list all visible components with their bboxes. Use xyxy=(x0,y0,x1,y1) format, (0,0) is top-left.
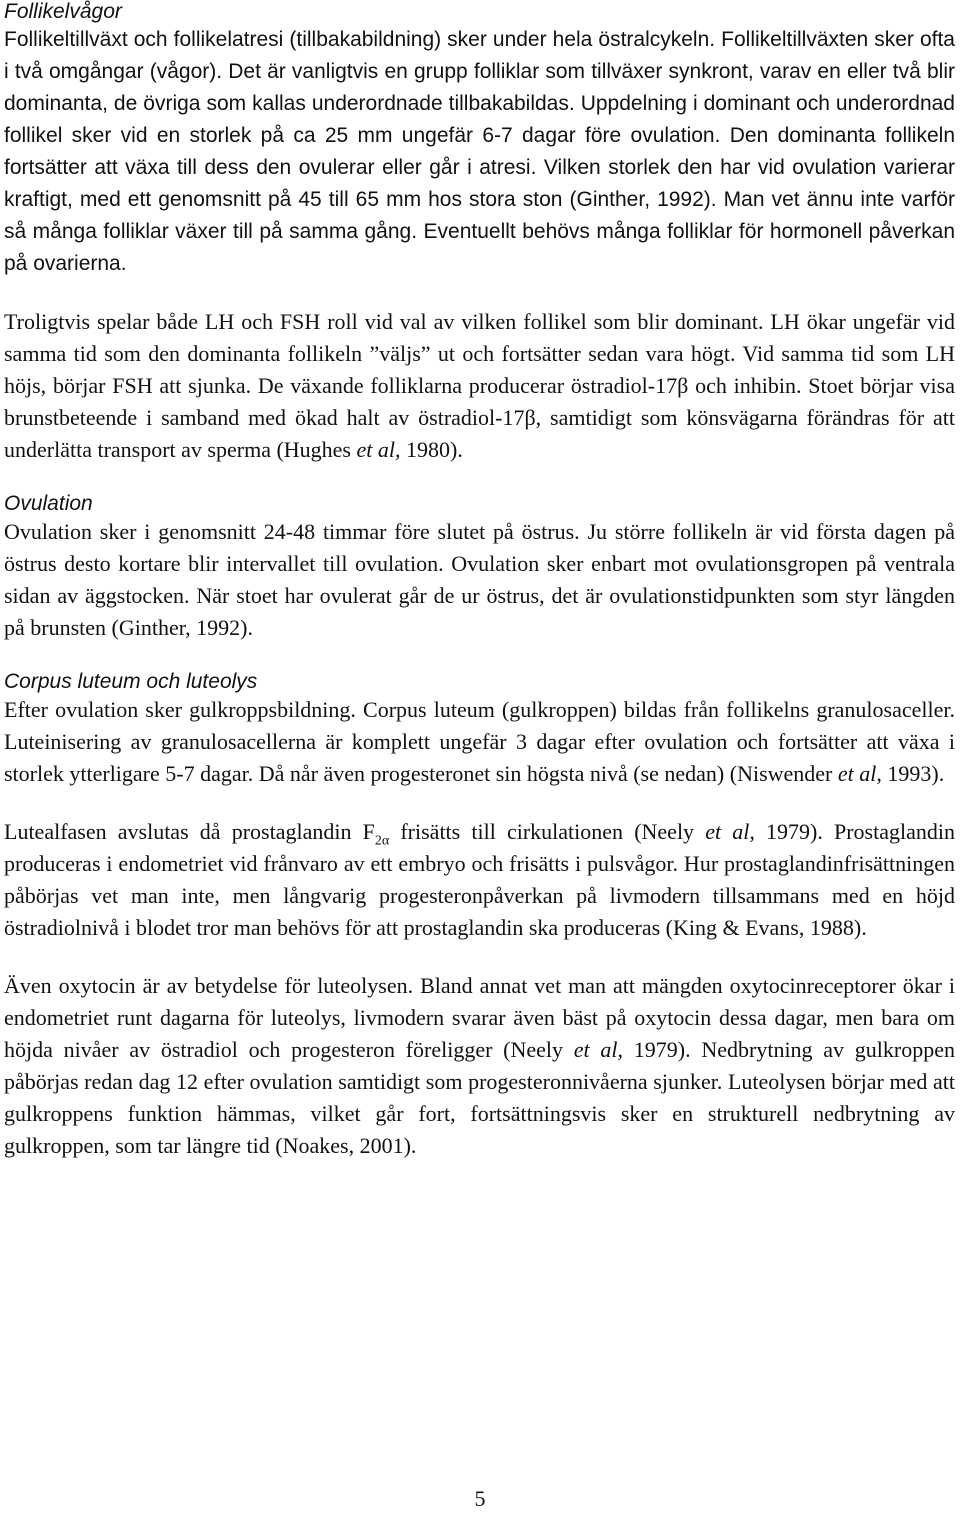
text-run: frisätts till cirkulationen (Neely xyxy=(389,819,706,844)
paragraph xyxy=(4,816,955,944)
text-run: 1980). xyxy=(400,437,463,462)
section-heading: Ovulation xyxy=(4,492,93,515)
paragraph: Ovulation sker i genomsnitt 24-48 timmar före slutet på östrus. Ju större follikeln är vid första dagen på östrus desto kortare blir intervallet till ovulation. Ovulation sker enbart mot ovulationsgropen på ventrala sidan av äggstocken. När stoet har ovulerat går de ur östrus, det är ovulationstidpunkten som styr längden på brunsten (Ginther, 1992). xyxy=(4,519,955,640)
text-run-italic: et al, xyxy=(356,437,401,462)
section-follikelvagor xyxy=(4,0,955,466)
document-page xyxy=(4,0,955,1162)
text-run: Lutealfasen avslutas då prostaglandin F xyxy=(4,819,375,844)
text-run-italic: et al xyxy=(837,761,877,786)
text-run: , 1993). xyxy=(876,761,945,786)
paragraph: Follikeltillväxt och follikelatresi (tillbakabildning) sker under hela östralcykeln. Follikeltillväxten sker ofta i två omgångar (vågor). Det är vanligtvis en grupp folliklar som tillväxer synkront, varav en eller två blir dominanta, de övriga som kallas underordnade tillbakabildas. Uppdelning i dominant och underordnad follikel sker vid en storlek på ca 25 mm ungefär 6-7 dagar före ovulation. Den dominanta follikeln fortsätter att växa till dess den ovulerar eller går i atresi. Vilken storlek den har vid ovulation varierar kraftigt, med ett genomsnitt på 45 till 65 mm hos stora ston (Ginther, 1992). Man vet ännu inte varför så många folliklar växer till på samma gång. Eventuellt behövs många folliklar för hormonell påverkan på ovarierna. xyxy=(4,28,955,275)
spacer xyxy=(4,790,955,816)
section-heading: Follikelvågor xyxy=(4,0,122,23)
spacer xyxy=(4,466,955,492)
paragraph xyxy=(4,306,955,466)
text-run: Troligtvis spelar både LH och FSH roll vid val av vilken follikel som blir dominant. LH ökar ungefär vid samma tid som den dominanta follikeln ”väljs” ut och fortsätter sedan vara högt. Vid samma tid som LH höjs, börjar FSH att sjunka. De växande folliklarna producerar östradiol-17β och inhibin. Stoet börjar visa brunstbeteende i samband med ökad halt av östradiol-17β, samtidigt som könsvägarna förändras för att underlätta transport av sperma (Hughes xyxy=(4,309,955,462)
text-run-italic: et al, xyxy=(573,1037,624,1062)
spacer xyxy=(4,644,955,670)
section-heading: Corpus luteum och luteolys xyxy=(4,670,258,693)
page-number: 5 xyxy=(474,1486,486,1511)
subscript: 2α xyxy=(374,833,390,849)
paragraph xyxy=(4,970,955,1162)
text-run-italic: et al, xyxy=(705,819,755,844)
text-run: 1979). Prostaglandin produceras i endometriet vid frånvaro av ett embryo och frisätts i pulsvågor. Hur prostaglandinfrisättningen påbörjas vet man inte, men långvarig progesteronpåverkan på livmodern tillsammans med en höjd östradiolnivå i blodet tror man behövs för att prostaglandin ska produceras (King & Evans, 1988). xyxy=(4,819,955,940)
text-run: 1979). Nedbrytning av gulkroppen påbörjas redan dag 12 efter ovulation samtidigt som progesteronnivåerna sjunker. Luteolysen börjar med att gulkroppens funktion hämmas, vilket går fort, fortsättningsvis sker en strukturell nedbrytning av gulkroppen, som tar längre tid (Noakes, 2001). xyxy=(4,1037,956,1158)
paragraph xyxy=(4,694,955,790)
spacer xyxy=(4,280,955,306)
section-ovulation xyxy=(4,492,955,644)
text-run: Även oxytocin är av betydelse för luteolysen. Bland annat vet man att mängden oxytocinreceptorer ökar i endometriet runt dagarna för luteolys, livmodern svarar även bäst på oxytocin dessa dagar, men bara om höjda nivåer av östradiol och progesteron föreligger (Neely xyxy=(4,973,955,1062)
text-run: Efter ovulation sker gulkroppsbildning. Corpus luteum (gulkroppen) bildas från follikelns granulosaceller. Luteinisering av granulosacellerna är komplett ungefär 3 dagar efter ovulation och fortsätter att växa i storlek ytterligare 5-7 dagar. Då når även progesteronet sin högsta nivå (se nedan) (Niswender xyxy=(4,697,955,786)
spacer xyxy=(4,944,955,970)
section-corpus-luteum xyxy=(4,670,955,1162)
